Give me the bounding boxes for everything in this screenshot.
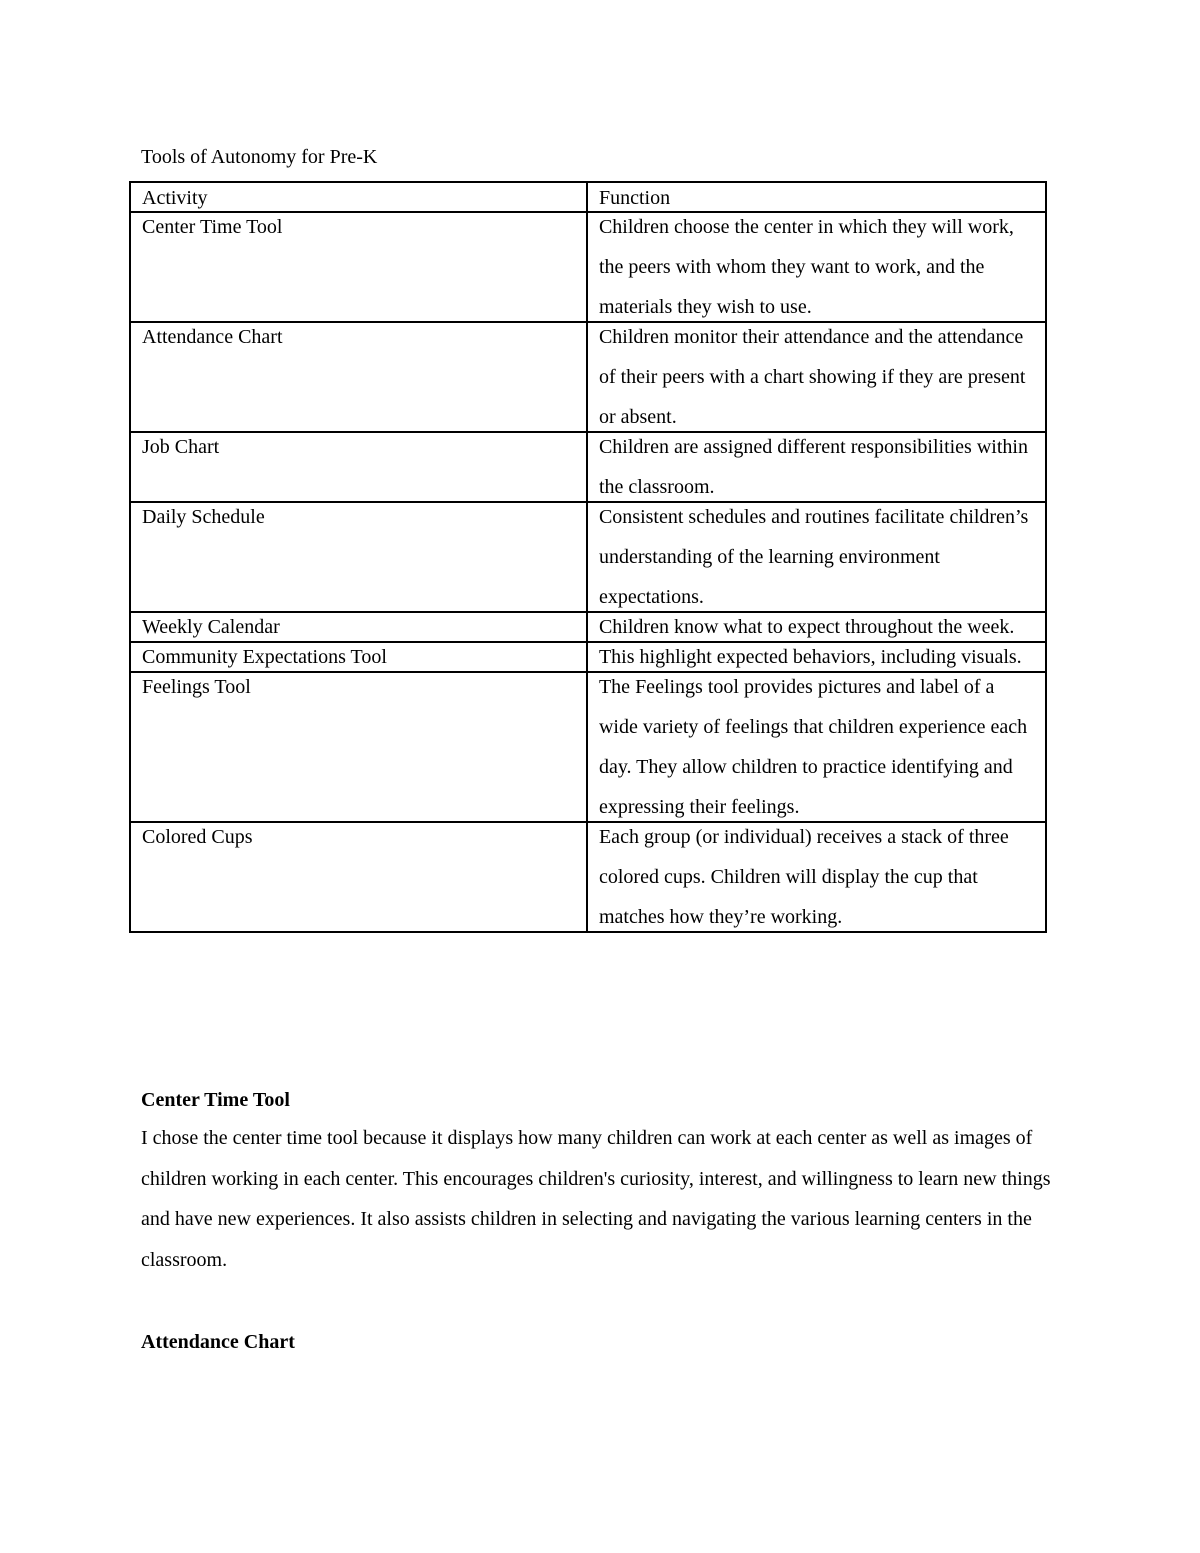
function-cell — [587, 322, 1046, 432]
table-row — [130, 212, 1046, 322]
activity-cell — [130, 672, 587, 822]
document-title: Tools of Autonomy for Pre-K — [141, 146, 378, 168]
section-heading: Center Time Tool — [141, 1089, 290, 1111]
section-body: I chose the center time tool because it displays how many children can work at each center as well as images of children working in each center. This encourages children's curiosity, interest, and willingness to learn new things and have new experiences. It also assists children in selecting and navigating the various learning centers in the classroom. — [141, 1127, 1051, 1271]
function-text: Each group (or individual) receives a stack of three colored cups. Children will display the cup that matches how they’re working. — [598, 826, 1009, 928]
section-center-time-tool — [141, 1086, 1071, 1280]
activity-text: Colored Cups — [142, 826, 253, 848]
table-row — [130, 822, 1046, 932]
header-function: Function — [587, 182, 1046, 212]
table-row — [130, 672, 1046, 822]
table-row — [130, 432, 1046, 502]
activity-text: Feelings Tool — [142, 676, 251, 698]
function-cell — [587, 822, 1046, 932]
activity-text: Center Time Tool — [142, 216, 283, 238]
tools-table — [129, 181, 1047, 933]
table-row — [130, 322, 1046, 432]
function-text: Children know what to expect throughout the week. — [598, 616, 1015, 638]
function-text: Children choose the center in which they will work, the peers with whom they want to work, and the materials they wish to use. — [598, 216, 1014, 318]
function-text: This highlight expected behaviors, including visuals. — [598, 646, 1022, 668]
activity-cell — [130, 502, 587, 612]
function-cell — [587, 502, 1046, 612]
activity-text: Daily Schedule — [142, 506, 265, 528]
function-text: Consistent schedules and routines facilitate children’s understanding of the learning environment expectations. — [598, 506, 1029, 608]
function-cell — [587, 672, 1046, 822]
function-text: The Feelings tool provides pictures and label of a wide variety of feelings that children experience each day. They allow children to practice identifying and expressing their feelings. — [598, 676, 1028, 818]
table-row — [130, 502, 1046, 612]
activity-text: Community Expectations Tool — [142, 646, 387, 668]
activity-text: Attendance Chart — [142, 326, 283, 348]
activity-text: Job Chart — [142, 436, 220, 458]
activity-cell — [130, 822, 587, 932]
activity-cell — [130, 212, 587, 322]
activity-text: Weekly Calendar — [142, 616, 280, 638]
section-attendance-chart — [141, 1328, 1071, 1356]
function-cell — [587, 212, 1046, 322]
function-text: Children are assigned different responsibilities within the classroom. — [598, 436, 1028, 498]
activity-cell — [130, 322, 587, 432]
header-activity: Activity — [130, 182, 587, 212]
function-cell — [587, 432, 1046, 502]
section-heading: Attendance Chart — [141, 1331, 295, 1353]
function-text: Children monitor their attendance and the attendance of their peers with a chart showing if they are present or absent. — [598, 326, 1026, 428]
activity-cell — [130, 432, 587, 502]
